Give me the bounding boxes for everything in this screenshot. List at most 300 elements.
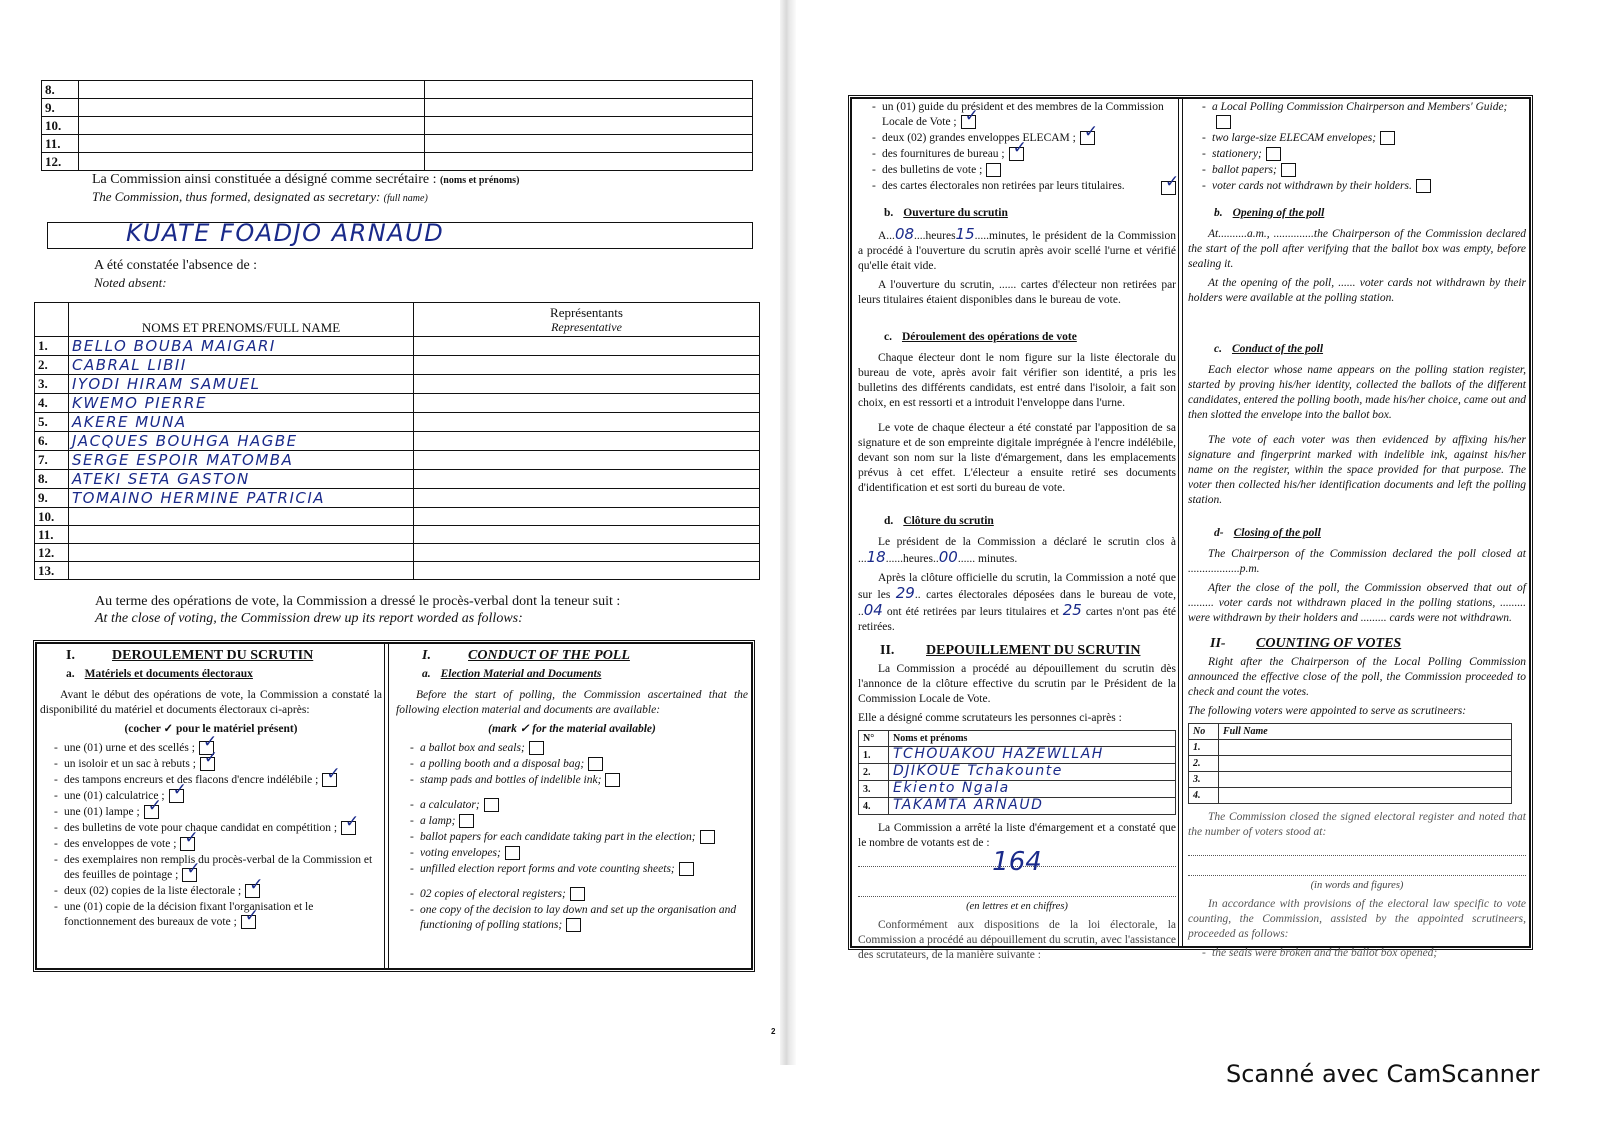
row-number: 13. [35,562,69,580]
opening-cards-paragraph: At the opening of the poll, ...... voter cards not withdrawn by their holders were available at the polling station. [1188,277,1526,304]
header-name: Noms et prénoms [889,731,1176,747]
checkbox[interactable] [1380,131,1395,145]
text: .....minutes, le président de la Commission a procédé à l'ouverture du scrutin après avoir scellé l'urne et vérifié qu'elle était vide. [858,230,1176,272]
checklist-item [1202,100,1526,130]
item-label: 02 copies of electoral registers; [420,888,566,900]
section-1-fr [40,648,382,931]
checkbox[interactable] [700,830,715,844]
representative-cell [414,394,760,413]
checklist-item [54,773,382,788]
name-cell [79,81,425,99]
item-label: une (01) urne et des scellés ; [64,742,195,754]
absent-label-fr: A été constatée l'absence de : [94,258,258,273]
row-number: 1. [859,747,889,764]
name-cell [79,135,425,153]
checklist-item [54,821,382,836]
voters-count-value: 164 [992,847,1042,877]
dotted-line [1188,864,1526,876]
checkbox[interactable] [144,805,159,819]
subsection-letter: c. [1214,343,1222,355]
scrutineers-table [1188,723,1512,804]
item-label: des fournitures de bureau ; [882,148,1005,160]
absent-name: IYODI HIRAM SAMUEL [72,375,261,393]
representative-cell [414,337,760,356]
text: A... [878,230,895,242]
table-row [35,413,760,432]
subsection-title-text: Clôture du scrutin [903,515,994,527]
opening-cards-paragraph: A l'ouverture du scrutin, ...... cartes d'électeur non retirées par leurs titulaires étaient disponibles dans le bureau de vote. [858,279,1176,306]
section-title-text: CONDUCT OF THE POLL [468,648,630,663]
item-label: des exemplaires non remplis du procès-verbal de la Commission et des feuilles de pointage ; [64,854,373,881]
representative-cell [414,451,760,470]
table-header [859,731,1176,747]
table-row [35,526,760,544]
checklist-item [410,862,748,877]
row-number: 11. [35,526,69,544]
checklist-item [410,887,748,902]
representative-cell [414,526,760,544]
header-rep-fr: Représentants [550,304,623,320]
representative-cell [414,432,760,451]
counting-method-intro: In accordance with provisions of the electoral law specific to vote counting, the Commission, assisted by the appointed scrutineers, proceeded as follows: [1188,898,1526,940]
text: cartes n'ont pas été retirées. [858,606,1177,633]
absent-name: BELLO BOUBA MAIGARI [72,337,276,355]
counting-method-intro: Conformément aux dispositions de la loi électorale, la Commission a procédé au dépouillement du scrutin, avec l'assistance des scrutateurs, de la manière suivante : [858,919,1176,961]
checkbox[interactable] [245,884,260,898]
checklist-item [410,741,748,756]
item-label: unfilled election report forms and vote counting sheets; [420,863,675,875]
checkbox[interactable] [1080,131,1095,145]
checkbox[interactable] [459,814,474,828]
counting-intro: La Commission a procédé au dépouillement du scrutin dès l'annonce de la clôture effective du scrutin par le Président de la Commission Locale de Vote. [858,663,1176,705]
scrutineers-label: The following voters were appointed to serve as scrutineers: [1188,705,1467,717]
row-number: 8. [42,81,79,99]
row-number: 5. [35,413,69,432]
scrutineers-table [858,730,1176,815]
item-label: une (01) lampe ; [64,806,140,818]
row-number: 3. [859,781,889,798]
checkbox[interactable] [588,757,603,771]
checkbox[interactable] [961,115,976,129]
name-cell [79,117,425,135]
header-num [35,303,69,337]
dotted-line [1188,844,1526,856]
left-page [0,0,790,1060]
checkbox[interactable] [1416,179,1431,193]
item-label: a ballot box and seals; [420,742,525,754]
item-label: a polling booth and a disposal bag; [420,758,585,770]
subsection-letter: d. [884,515,894,527]
conduct-paragraph-2: Le vote de chaque électeur a été constaté par l'apposition de sa signature et de son empreinte digitale imprégnée à l'encre indélébile, devant son nom sur la liste d'émargement, dans les emplacements prévus à cet effet. L'électeur a ensuite retiré ses documents d'identification et est sorti du bureau de vote. [858,422,1176,494]
table-row [42,153,753,171]
secretary-name-value: KUATE FOADJO ARNAUD [126,219,445,247]
representative-cell [414,356,760,375]
item-label: des enveloppes de vote ; [64,838,177,850]
representative-cell [414,562,760,580]
checkbox[interactable] [505,846,520,860]
item-label: deux (02) grandes enveloppes ELECAM ; [882,132,1076,144]
table-row [35,451,760,470]
table-row [35,432,760,451]
checkbox[interactable] [169,789,184,803]
scrutineer-name: DJIKOUE Tchakounte [893,763,1063,779]
subsection-letter: b. [1214,207,1223,219]
representative-cell [414,413,760,432]
subsection-title-text: Closing of the poll [1233,527,1321,539]
section-1-fr-continued [858,100,1176,967]
subsection-title [66,667,382,682]
subsection-title [884,330,1176,345]
page-number: 2 [771,1027,776,1036]
absent-name: AKERE MUNA [72,413,187,431]
absent-members-table [34,302,760,580]
section-title-text: DEROULEMENT DU SCRUTIN [112,648,314,663]
table-row [859,747,1176,764]
checklist-item [410,757,748,772]
checkbox[interactable] [1266,147,1281,161]
counting-steps [1202,946,1526,961]
scrutineer-name [1219,788,1512,804]
checkbox[interactable] [529,741,544,755]
checklist-item [54,900,382,930]
table-row [42,99,753,117]
checklist-item [1202,163,1526,178]
label-hint: (noms et prénoms) [439,175,520,186]
item-label: a calculator; [420,799,480,811]
checklist-item [1202,131,1526,146]
subsection-title-text: Election Material and Documents [440,668,602,680]
item-label: des bulletins de vote pour chaque candidat en compétition ; [64,822,338,834]
report-intro-en: At the close of voting, the Commission drew up its report worded as follows: [95,611,523,626]
row-number: 10. [42,117,79,135]
checklist [872,100,1176,194]
report-intro-fr: Au terme des opérations de vote, la Commission a dressé le procès-verbal dont la teneur suit : [95,594,621,609]
section-title-text: COUNTING OF VOTES [1256,636,1402,651]
representative-cell [414,544,760,562]
table-row [35,508,760,526]
checkbox[interactable] [986,163,1001,177]
item-label: un (01) guide du président et des membres de la Commission Locale de Vote ; [882,101,1164,128]
scrutineer-name [1219,740,1512,756]
row-number: 2. [859,764,889,781]
opening-hour-value[interactable]: 08 [894,225,915,243]
table-row [859,798,1176,815]
section-number: II. [880,643,895,658]
row-number: 6. [35,432,69,451]
camscanner-watermark: Scanné avec CamScanner [1226,1060,1540,1088]
section-number: II- [1210,636,1226,651]
table-row [35,394,760,413]
representative-cell [425,135,753,153]
counting-intro: Right after the Chairperson of the Local Polling Commission announced the effective close of the poll, the Commission proceeded to check and count the votes. [1188,656,1526,698]
checkbox[interactable] [200,757,215,771]
secretary-label-en [92,189,428,205]
subsection-title-text: Conduct of the poll [1231,343,1324,355]
item-label: deux (02) copies de la liste électorale ; [64,885,242,897]
text: ont été retirées par leurs titulaires et [886,606,1059,618]
row-number: 4. [859,798,889,815]
table-row [35,544,760,562]
checklist-item [872,147,1176,162]
text: Le président de la Commission a déclaré le scrutin clos [878,536,1165,548]
row-number: 1. [35,337,69,356]
checklist [54,741,382,930]
name-cell [79,99,425,117]
absent-label-en: Noted absent: [94,275,167,290]
text: ....heures [914,230,956,242]
table-header [1189,724,1512,740]
table-row [1189,756,1512,772]
row-number: 8. [35,470,69,489]
table-row [35,375,760,394]
cards-withdrawn-value[interactable]: 04 [863,601,883,619]
checkbox[interactable] [1009,147,1024,161]
table-row [35,337,760,356]
intro-paragraph: Avant le début des opérations de vote, la Commission a constaté la disponibilité du matériel et documents électoraux ci-après: [40,689,382,716]
checkbox[interactable] [322,773,337,787]
table-row [859,764,1176,781]
closing-minutes-value[interactable]: 00 [938,548,958,566]
row-number: 10. [35,508,69,526]
section-title-text: DEPOUILLEMENT DU SCRUTIN [926,643,1141,658]
item-label: a lamp; [420,815,456,827]
cards-deposited-value[interactable]: 29 [895,584,915,602]
representative-cell [425,117,753,135]
row-number: 2. [35,356,69,375]
checklist [1202,100,1526,194]
section-1-en [396,648,748,934]
table-row [35,356,760,375]
scrutineer-name: TCHOUAKOU HAZEWLLAH [893,746,1104,762]
representative-cell [414,489,760,508]
table-row [859,781,1176,798]
subsection-title [884,514,1176,529]
item-label: voter cards not withdrawn by their holders. [1212,180,1412,192]
checkbox[interactable] [341,821,356,835]
checklist-item [872,163,1176,178]
row-number: 7. [35,451,69,470]
checkbox[interactable] [1161,181,1176,195]
subsection-letter: a. [422,668,431,680]
item-label: voting envelopes; [420,847,501,859]
scrutineer-name: TAKAMTA ARNAUD [893,797,1044,813]
subsection-title [1214,206,1526,221]
closing-paragraph-1: The Chairperson of the Commission declared the poll closed at ..................p.m. [1188,548,1526,575]
subsection-letter: a. [66,668,75,680]
subsection-letter: c. [884,331,892,343]
voters-hint: (en lettres et en chiffres) [966,901,1068,912]
row-number: 12. [35,544,69,562]
checklist-item [410,846,748,861]
checklist-item [410,798,748,813]
label-hint: (full name) [383,193,428,204]
header-num: No [1189,724,1219,740]
representative-cell [425,153,753,171]
item-label: des bulletins de vote ; [882,164,983,176]
table-row [42,117,753,135]
subsection-letter: b. [884,207,894,219]
checklist-item [410,903,748,933]
subsection-title-text: Matériels et documents électoraux [84,668,253,680]
scrutineer-name: Ekiento Ngala [893,780,1010,796]
voters-count-field[interactable] [858,847,1176,883]
checklist-item [54,789,382,804]
section-number: I. [66,648,75,663]
checklist-item [872,179,1176,194]
checkbox[interactable] [679,862,694,876]
column-divider [384,642,389,970]
checklist-item [54,837,382,852]
text: à ... [858,536,1177,565]
row-number: 4. [35,394,69,413]
closing-hour-value[interactable]: 18 [866,548,886,566]
item-label: one copy of the decision to lay down and set up the organisation and functioning of polling stations; [420,904,737,931]
row-number: 4. [1189,788,1219,804]
checkbox[interactable] [1281,163,1296,177]
secretary-name-field[interactable] [47,219,753,249]
item-label: a Local Polling Commission Chairperson and Members' Guide; [1212,101,1508,113]
item-label: two large-size ELECAM envelopes; [1212,132,1377,144]
secretary-label-fr [92,172,519,188]
absent-name: ATEKI SETA GASTON [72,470,250,488]
table-row [1189,772,1512,788]
row-number: 9. [35,489,69,508]
checklist-item [54,805,382,820]
table-row [35,489,760,508]
instruction: (cocher ✓ pour le matériel présent) [124,723,298,735]
dotted-line [858,885,1176,897]
item-label: un isoloir et un sac à rebuts ; [64,758,196,770]
voters-label: La Commission a arrêté la liste d'émargement et a constaté que le nombre de votants est de : [858,822,1176,849]
voters-label: The Commission closed the signed electoral register and noted that the number of voters stood at: [1188,811,1526,838]
label-text: La Commission ainsi constituée a désigné comme secrétaire : [92,172,437,187]
checkbox[interactable] [241,915,256,929]
checkbox[interactable] [182,868,197,882]
table-row [1189,788,1512,804]
header-rep-en: Representative [551,319,622,334]
subsection-title [884,206,1176,221]
section-title [40,648,382,663]
opening-minutes-value[interactable]: 15 [955,225,975,243]
subsection-letter: d- [1214,527,1224,539]
item-label: ballot papers for each candidate taking part in the election; [420,831,696,843]
section-number: I. [422,648,431,663]
table-header [35,303,760,337]
conduct-paragraph-1: Each elector whose name appears on the polling station register, started by proving his/her identity, collected the ballots of the different candidates, entered the polling booth, made his/her choice, came out and then slotted the envelope into the ballot box. [1188,364,1526,421]
absent-name: TOMAINO HERMINE PATRICIA [72,489,326,507]
item-label: des tampons encreurs et des flacons d'encre indélébile ; [64,774,319,786]
representative-cell [414,470,760,489]
section-title [396,648,748,663]
checklist-item [410,830,748,845]
checkbox[interactable] [566,918,581,932]
representative-cell [425,99,753,117]
scrutineers-label: Elle a désigné comme scrutateurs les personnes ci-après : [858,712,1122,724]
checklist-item [1202,179,1526,194]
checkbox[interactable] [484,798,499,812]
subsection-title-text: Opening of the poll [1232,207,1325,219]
opening-paragraph: At..........a.m., ..............the Chairperson of the Commission declared the start of the poll after verifying that the ballot box was empty, before sealing it. [1188,228,1526,270]
conduct-paragraph-1: Chaque électeur dont le nom figure sur la liste électorale du bureau de vote, après avoir fait vérifier son identité, a pris les bulletins des différents candidats, est entré dans l'isoloir, a fait son choix, en est ressorti et a introduit l'enveloppe dans l'urne. [858,352,1176,409]
scrutineer-name [1219,756,1512,772]
label-text: The Commission, thus formed, designated as secretary: [92,189,381,204]
representative-cell [425,81,753,99]
closing-paragraph-1 [858,535,1176,567]
item-label: une (01) calculatrice ; [64,790,165,802]
item-label: ballot papers; [1212,164,1277,176]
row-number: 3. [35,375,69,394]
section-title [858,643,1176,658]
text: ......heures.. [885,553,939,565]
checkbox[interactable] [605,773,620,787]
header-name: NOMS ET PRENOMS/FULL NAME [69,303,414,337]
members-table-continued [41,80,753,171]
checklist-item [1202,147,1526,162]
item-label: une (01) copie de la décision fixant l'organisation et le fonctionnement des bureaux de vote ; [64,901,314,928]
row-number: 1. [1189,740,1219,756]
text: ...... minutes. [957,553,1018,565]
intro-paragraph: Before the start of polling, the Commission ascertained that the following election material and documents are available: [396,689,748,716]
row-number: 12. [42,153,79,171]
item-label: des cartes électorales non retirées par leurs titulaires. [882,180,1125,192]
item-label: stationery; [1212,148,1262,160]
checklist [410,741,748,933]
representative-cell [414,375,760,394]
column-divider [1178,97,1183,948]
instruction: (mark ✓ for the material available) [488,723,656,735]
page-fold-shadow [780,0,796,1065]
subsection-title-text: Déroulement des opérations de vote [901,331,1077,343]
table-row [42,135,753,153]
absent-name: KWEMO PIERRE [72,394,207,412]
row-number: 2. [1189,756,1219,772]
table-row [35,470,760,489]
subsection-title-text: Ouverture du scrutin [903,207,1008,219]
table-row [1189,740,1512,756]
checklist-item [410,814,748,829]
scrutineer-name [1219,772,1512,788]
checkbox[interactable] [570,887,585,901]
section-1-en-continued [1188,100,1526,962]
name-cell [79,153,425,171]
counting-step: - the seals were broken and the ballot box opened; [1202,946,1526,961]
absent-name: SERGE ESPOIR MATOMBA [72,451,294,469]
closing-paragraph-2: After the close of the poll, the Commission observed that out of ......... voter cards not withdrawn placed in the polling stations, ......... were withdrawn by their holders and ......... cards were not withdrawn. [1188,582,1526,624]
row-number: 11. [42,135,79,153]
row-number: 3. [1189,772,1219,788]
checkbox[interactable] [180,837,195,851]
subsection-title [422,667,748,682]
checklist-item [54,853,382,883]
header-num: N° [859,731,889,747]
table-row [35,562,760,580]
checklist-item [54,884,382,899]
text: .. cartes électorales déposées dans le bureau de vote, .. [858,589,1176,618]
closing-paragraph-2 [858,571,1176,635]
text: Après la clôture officielle du scrutin, la Commission a noté que sur les [858,572,1176,601]
conduct-paragraph-2: The vote of each voter was then evidenced by affixing his/her signature and fingerprint marked with indelible ink, against his/her name on the register, within the space provided for that purpose. The voter then collected his/her identification documents and left the polling station. [1188,434,1526,506]
section-title [1188,636,1526,651]
absent-name: CABRAL LIBII [72,356,187,374]
header-representative [414,303,760,337]
voters-hint: (in words and figures) [1310,880,1404,891]
subsection-title [1214,342,1526,357]
checkbox[interactable] [1216,115,1231,129]
item-label: stamp pads and bottles of indelible ink; [420,774,602,786]
absent-name: JACQUES BOUHGA HAGBE [72,432,298,450]
row-number: 9. [42,99,79,117]
cards-not-withdrawn-value[interactable]: 25 [1062,601,1082,619]
